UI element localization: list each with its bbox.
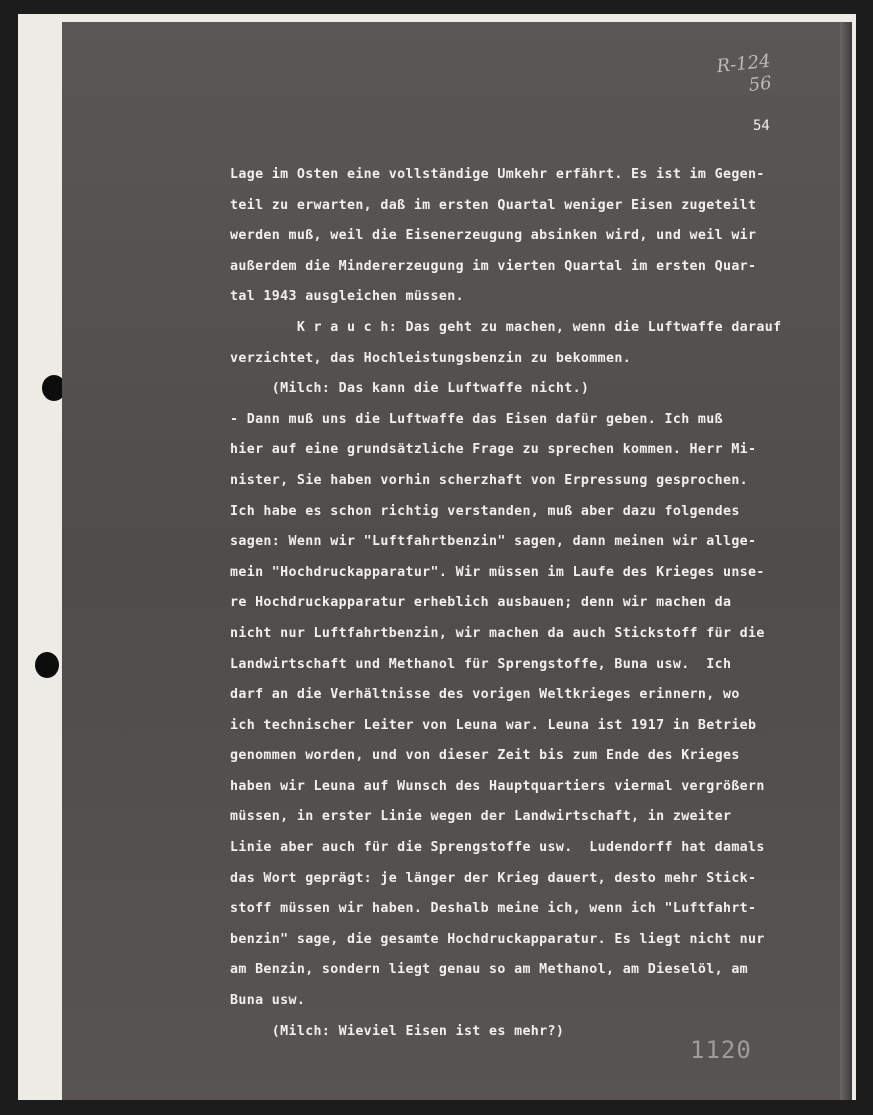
text-line: re Hochdruckapparatur erheblich ausbauen; denn wir machen da	[230, 595, 732, 611]
stamp-number: 1120	[690, 1036, 752, 1064]
document-body	[230, 160, 830, 1047]
archive-mark-line: 56	[747, 72, 773, 96]
text-line: müssen, in erster Linie wegen der Landwirtschaft, in zweiter	[230, 809, 732, 825]
sheet-edge	[840, 22, 852, 1100]
text-line: tal 1943 ausgleichen müssen.	[230, 289, 464, 305]
archive-mark-line: R-124	[715, 50, 772, 78]
text-line: nister, Sie haben vorhin scherzhaft von Erpressung gesprochen.	[230, 472, 749, 488]
text-line: mein "Hochdruckapparatur". Wir müssen im Laufe des Krieges unse-	[230, 564, 765, 580]
text-line: am Benzin, sondern liegt genau so am Methanol, am Dieselöl, am	[230, 962, 749, 978]
text-line: Lage im Osten eine vollständige Umkehr erfährt. Es ist im Gegen-	[230, 167, 765, 182]
text-line: darf an die Verhältnisse des vorigen Weltkrieges erinnern, wo	[230, 687, 740, 703]
handwritten-archive-mark	[716, 48, 801, 106]
text-line: nicht nur Luftfahrtbenzin, wir machen da auch Stickstoff für die	[230, 625, 765, 641]
text-line: - Dann muß uns die Luftwaffe das Eisen dafür geben. Ich muß	[230, 411, 723, 427]
text-line: Ich habe es schon richtig verstanden, muß aber dazu folgendes	[230, 503, 740, 519]
text-line: hier auf eine grundsätzliche Frage zu sprechen kommen. Herr Mi-	[230, 442, 757, 458]
text-line: (Milch: Das kann die Luftwaffe nicht.)	[230, 381, 590, 397]
text-line: K r a u c h: Das geht zu machen, wenn die Luftwaffe darauf	[230, 319, 782, 335]
text-line: ich technischer Leiter von Leuna war. Leuna ist 1917 in Betrieb	[230, 717, 757, 733]
text-line: teil zu erwarten, daß im ersten Quartal weniger Eisen zugeteilt	[230, 197, 757, 213]
text-line: verzichtet, das Hochleistungsbenzin zu bekommen.	[230, 350, 632, 366]
text-line: Landwirtschaft und Methanol für Sprengstoffe, Buna usw. Ich	[230, 656, 732, 672]
text-line: stoff müssen wir haben. Deshalb meine ich, wenn ich "Luftfahrt-	[230, 901, 757, 917]
text-line: Linie aber auch für die Sprengstoffe usw. Ludendorff hat damals	[230, 840, 765, 856]
text-line: genommen worden, und von dieser Zeit bis zum Ende des Krieges	[230, 748, 740, 764]
text-line: Buna usw.	[230, 993, 306, 1009]
page-number: 54	[753, 118, 770, 134]
text-line: werden muß, weil die Eisenerzeugung absinken wird, und weil wir	[230, 228, 757, 244]
text-line: außerdem die Mindererzeugung im vierten Quartal im ersten Quar-	[230, 258, 757, 274]
text-line: das Wort geprägt: je länger der Krieg dauert, desto mehr Stick-	[230, 870, 757, 886]
punch-hole	[35, 652, 59, 678]
text-line: sagen: Wenn wir "Luftfahrtbenzin" sagen, dann meinen wir allge-	[230, 534, 757, 550]
text-line: benzin" sage, die gesamte Hochdruckapparatur. Es liegt nicht nur	[230, 931, 765, 947]
text-line: (Milch: Wieviel Eisen ist es mehr?)	[230, 1023, 565, 1039]
text-line: haben wir Leuna auf Wunsch des Hauptquartiers viermal vergrößern	[230, 778, 765, 794]
